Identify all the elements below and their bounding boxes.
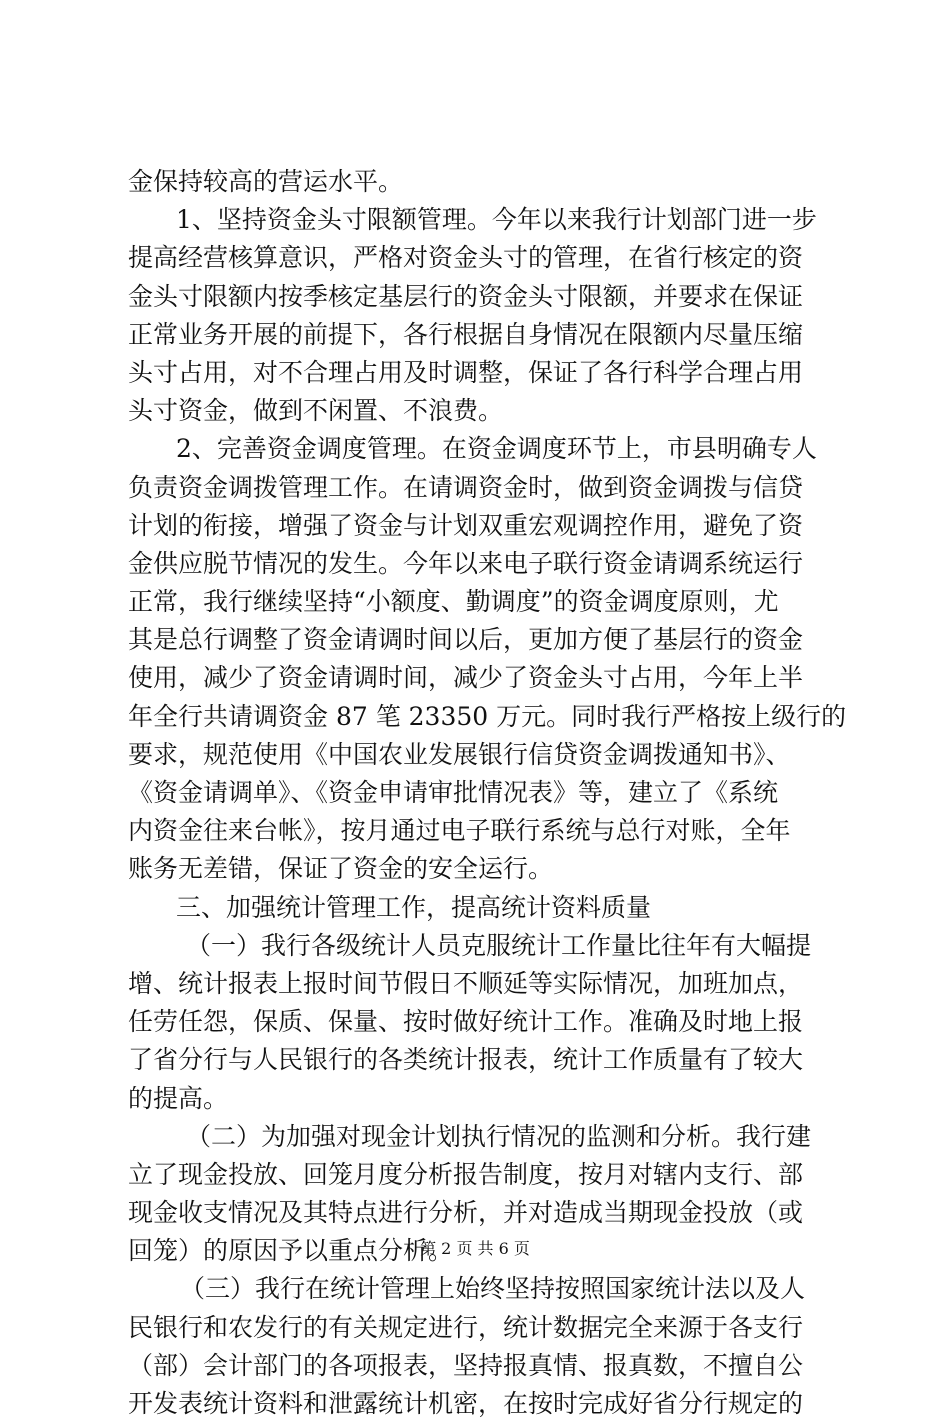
text-line: 1、坚持资金头寸限额管理。今年以来我行计划部门进一步: [176, 205, 817, 235]
text-line: 正常，我行继续坚持“小额度、勤调度”的资金调度原则，尤: [128, 587, 779, 617]
text-line: 民银行和农发行的有关规定进行，统计数据完全来源于各支行: [128, 1312, 804, 1342]
text-line: 立了现金投放、回笼月度分析报告制度，按月对辖内支行、部: [128, 1159, 804, 1189]
text-line: 负责资金调拨管理工作。在请调资金时，做到资金调拨与信贷: [128, 472, 804, 502]
text-line: 内资金往来台帐》，按月通过电子联行系统与总行对账，全年: [128, 816, 791, 846]
text-line: 金保持较高的营运水平。: [128, 167, 404, 196]
text-line: 2、完善资金调度管理。在资金调度环节上，市县明确专人: [176, 434, 817, 464]
text-line: 提高经营核算意识，严格对资金头寸的管理，在省行核定的资: [128, 243, 804, 273]
text-line: 正常业务开展的前提下，各行根据自身情况在限额内尽量压缩: [128, 319, 804, 349]
text-line: 账务无差错，保证了资金的安全运行。: [128, 854, 554, 884]
text-line: 其是总行调整了资金请调时间以后，更加方便了基层行的资金: [128, 625, 804, 655]
text-line: 了省分行与人民银行的各类统计报表，统计工作质量有了较大: [128, 1045, 804, 1075]
text-line: 开发表统计资料和泄露统计机密，在按时完成好省分行规定的: [128, 1389, 804, 1418]
section-heading: 三、加强统计管理工作，提高统计资料质量: [176, 892, 652, 922]
text-line: 计划的衔接，增强了资金与计划双重宏观调控作用，避免了资: [128, 510, 804, 540]
page-footer: [0, 1238, 950, 1260]
text-line: 回笼）的原因予以重点分析。: [128, 1236, 454, 1266]
page-number-label: 第 2 页 共 6 页: [420, 1239, 530, 1258]
text-line: 的提高。: [128, 1083, 229, 1113]
text-line: 现金收支情况及其特点进行分析，并对造成当期现金投放（或: [128, 1198, 804, 1228]
text-line: （部）会计部门的各项报表，坚持报真情、报真数，不擅自公: [128, 1350, 804, 1380]
text-line: 年全行共请调资金 87 笔 23350 万元。同时我行严格按上级行的: [128, 701, 847, 731]
text-line: （二）为加强对现金计划执行情况的监测和分析。我行建: [186, 1121, 812, 1151]
document-body: [128, 163, 847, 1423]
text-line: （一）我行各级统计人员克服统计工作量比往年有大幅提: [186, 930, 812, 960]
text-line: （三）我行在统计管理上始终坚持按照国家统计法以及人: [180, 1274, 806, 1304]
text-line: 头寸占用，对不合理占用及时调整，保证了各行科学合理占用: [128, 357, 804, 387]
text-line: 使用，减少了资金请调时间，减少了资金头寸占用，今年上半: [128, 663, 804, 693]
text-line: 《资金请调单》、《资金申请审批情况表》等，建立了《系统: [128, 778, 779, 807]
text-line: 增、统计报表上报时间节假日不顺延等实际情况，加班加点，: [128, 968, 804, 998]
text-line: 任劳任怨，保质、保量、按时做好统计工作。准确及时地上报: [128, 1007, 804, 1037]
text-line: 金头寸限额内按季核定基层行的资金头寸限额，并要求在保证: [128, 281, 804, 311]
text-line: 头寸资金，做到不闲置、不浪费。: [128, 396, 504, 426]
text-line: 金供应脱节情况的发生。今年以来电子联行资金请调系统运行: [128, 548, 804, 578]
text-line: 要求，规范使用《中国农业发展银行信贷资金调拨通知书》、: [128, 739, 791, 769]
